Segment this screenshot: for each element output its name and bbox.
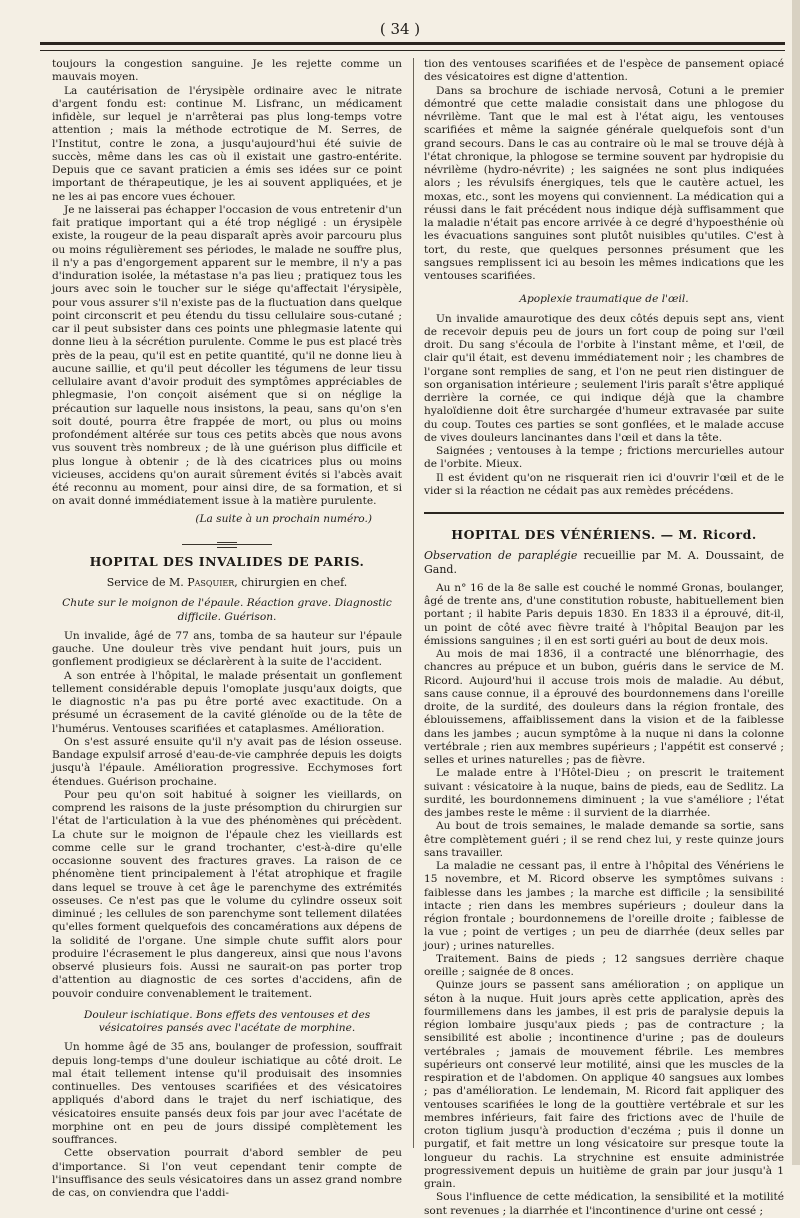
observation-title: Observation de paraplégie [424, 549, 578, 563]
paragraph: Sous l'influence de cette médication, la sensibilité et la motilité sont revenues ; la diarrhée et l'incontinence d'urine ont cessé ; [424, 1191, 784, 1217]
section-rule [424, 512, 784, 514]
paragraph: Dans sa brochure de ischiade nervosâ, Cotuni a le premier démontré que cette maladie consistait dans une phlogose du névrilème. Tant que le mal est à l'état aigu, les ventouses scarifiées et même la saignée générale quelquefois sont d'un grand secours. Dans le cas au contraire où le mal se trouve déjà à l'état chronique, la phlogose se termine souvent par hydropisie du névrilème (hydro-névrite) ; les saignées ne sont plus indiquées alors ; les révulsifs énergiques, tels que le cautère actuel, les moxas, etc., sont les moyens qui conviennent. La médication qui a réussi dans le fait précédent nous indique déjà suffisamment que la maladie n'était pas encore arrivée à ce degré d'hypoesthénie où les évacuations sanguines sont plutôt nuisibles qu'utiles. C'est à tort, du reste, que quelques personnes présument que les sangsues remplissent ici au besoin les mêmes indications que les ventouses scarifiées. [424, 84, 784, 282]
service-suffix: , chirurgien en chef. [234, 576, 348, 589]
left-column [52, 58, 402, 1199]
page-edge [792, 0, 800, 1165]
paragraph: Il est évident qu'on ne risquerait rien ici d'ouvrir l'œil et de le vider si la réaction ne cédait pas aux remèdes précédens. [424, 471, 784, 497]
paragraph: A son entrée à l'hôpital, le malade présentait un gonflement tellement considérable depuis l'omoplate jusqu'aux doigts, que le diagnostic n'a pas pu être porté avec exactitude. On a présumé un écrasement de la cavité glénoïde ou de la tête de l'humérus. Ventouses scarifiées et cataplasmes. Amélioration. [52, 669, 402, 735]
paragraph: Au n° 16 de la 8e salle est couché le nommé Gronas, boulanger, âgé de trente ans, d'une constitution robuste, habituellement bien portant ; il habite Paris depuis 1830. En 1833 il a éprouvé, dit-il, un point de côté avec fièvre traité à l'hôpital Beaujon par les émissions sanguines ; il en est sorti guéri au bout de deux mois. [424, 581, 784, 647]
paragraph: tion des ventouses scarifiées et de l'espèce de pansement opiacé des vésicatoires est digne d'attention. [424, 58, 784, 84]
right-column [424, 58, 784, 1217]
observation-heading [424, 549, 784, 576]
paragraph: Au mois de mai 1836, il a contracté une blénorrhagie, des chancres au prépuce et un bubon, guéris dans le service de M. Ricord. Aujourd'hui il accuse trois mois de maladie. Au début, sans cause connue, il a éprouvé des bourdonnemens dans l'oreille droite, de la surdité, des douleurs dans la région frontale, des éblouissemens, affaiblissement dans la vision et de la faiblesse dans les jambes ; aucun symptôme à la nuque ni dans la colonne vertébrale ; rien aux membres supérieurs ; l'appétit est conservé ; selles et urines naturelles ; pas de fièvre. [424, 648, 784, 766]
paragraph: Le malade entre à l'Hôtel-Dieu ; on prescrit le traitement suivant : vésicatoire à la nuque, bains de pieds, eau de Sedlitz. La surdité, les bourdonnemens diminuent ; la vue s'améliore ; l'état des jambes reste le même : il survient de la diarrhée. [424, 767, 784, 819]
paragraph: Je ne laisserai pas échapper l'occasion de vous entretenir d'un fait pratique important qui a été trop négligé : un érysipèle existe, la rougeur de la peau disparaît après avoir parcouru plus ou moins régulièrement ses périodes, le malade ne souffre plus, il n'y a pas d'engorgement apparent sur le membre, il n'y a pas d'induration isolée, la métastase n'a pas lieu ; pratiquez tous les jours avec soin le toucher sur le siége qu'affectait l'érysipèle, pour vous assurer s'il n'existe pas de la fluctuation dans quelque point circonscrit et peu étendu du tissu cellulaire sous-cutané ; car il peut subsister dans ces points une phlegmasie latente qui donne lieu à la sécrétion purulente. Comme le pus est placé très près de la peau, qu'il est en petite quantité, qu'il ne donne lieu à aucune saillie, et qu'il peut décoller les tégumens de leur tissu cellulaire avant d'avoir produit des symptômes appréciables de phlegmasie, l'on conçoit aisément que si on néglige la précaution sur laquelle nous insistons, la peau, sans qu'on s'en soit douté, pourra être frappée de mort, ou plus ou moins profondément altérée sur tous ces petits abcès que nous avons vus souvent très nombreux ; de là une guérison plus difficile et plus longue à obtenir ; de là des cicatrices plus ou moins vicieuses, accidens qu'on aurait sûrement évités si l'abcès avait été reconnu au moment, pour ainsi dire, de sa formation, et si on avait donné immédiatement issue à la matière purulente. [52, 203, 402, 508]
surgeon-name: Pasquier [187, 576, 235, 589]
paragraph: Un invalide amaurotique des deux côtés depuis sept ans, vient de recevoir depuis peu de jours un fort coup de poing sur l'œil droit. Du sang s'écoula de l'orbite à l'instant même, et l'œil, de clair qu'il était, est devenu immédiatement noir ; les chambres de l'organe sont remplies de sang, et l'on ne peut rien distinguer de son organisation intérieure ; seulement l'iris paraît s'être appliqué derrière la cornée, ce qui indique déjà que la chambre hyaloïdienne doit être surchargée d'humeur extravasée par suite du coup. Toutes ces parties se sont gonflées, et le malade accuse de vives douleurs lancinantes dans l'œil et dans la tête. [424, 312, 784, 444]
paragraph: Saignées ; ventouses à la tempe ; frictions mercurielles autour de l'orbite. Mieux. [424, 445, 784, 471]
paragraph: toujours la congestion sanguine. Je les rejette comme un mauvais moyen. [52, 58, 402, 84]
paragraph: La maladie ne cessant pas, il entre à l'hôpital des Vénériens le 15 novembre, et M. Ricord observe les symptômes suivans : faiblesse dans les jambes ; la marche est difficile ; la sensibilité intacte ; rien dans les membres supérieurs ; douleur dans la région frontale ; bourdonnemens de l'oreille droite ; faiblesse de la vue ; point de vertiges ; un peu de diarrhée (deux selles par jour) ; urines naturelles. [424, 860, 784, 952]
continuation-note: (La suite à un prochain numéro.) [195, 512, 372, 525]
paragraph: Cette observation pourrait d'abord sembler de peu d'importance. Si l'on veut cependant tenir compte de l'insuffisance des seuls vésicatoires dans un assez grand nombre de cas, on conviendra que l'addi- [52, 1147, 402, 1199]
case-caption: Chute sur le moignon de l'épaule. Réaction grave. Diagnostic difficile. Guérison. [62, 597, 392, 623]
column-divider [413, 58, 414, 1148]
paragraph: Un homme âgé de 35 ans, boulanger de profession, souffrait depuis long-temps d'une douleur ischiatique au côté droit. Le mal était tellement intense qu'il produisait des insomnies continuelles. Des ventouses scarifiées et des vésicatoires appliqués d'abord dans le trajet du nerf ischiatique, des vésicatoires ensuite pansés deux fois par jour avec l'acétate de morphine ont en peu de jours dissipé complètement les souffrances. [52, 1041, 402, 1146]
paragraph: La cautérisation de l'érysipèle ordinaire avec le nitrate d'argent fondu est: continue M. Lisfranc, un médicament infidèle, sur lequel je n'arrêterai pas plus long-temps votre attention ; mais la méthode ectrotique de M. Serres, de l'Institut, contre le zona, a jusqu'aujourd'hui été suivie de succès, même dans les cas où il existait une gastro-entérite. Depuis que ce savant praticien a émis ses idées sur ce point important de thérapeutique, je les ai souvent appliquées, et je ne les ai pas encore vues échouer. [52, 84, 402, 203]
section-title: HOPITAL DES INVALIDES DE PARIS. [89, 553, 365, 569]
case-caption: Douleur ischiatique. Bons effets des ventouses et des vésicatoires pansés avec l'acétate de morphine. [83, 1008, 371, 1034]
paragraph: Quinze jours se passent sans amélioration ; on applique un séton à la nuque. Huit jours après cette application, après des fourmillemens dans les jambes, il est pris de paralysie depuis la région lombaire jusqu'aux pieds ; pas de contracture ; la sensibilité est abolie ; incontinence d'urine ; pas de douleurs vertébrales ; jamais de mouvement fébrile. Les membres supérieurs ont conservé leur motilité, ainsi que les muscles de la respiration et de l'abdomen. On applique 40 sangsues aux lombes ; pas d'amélioration. Le lendemain, M. Ricord fait appliquer des ventouses scarifiées le long de la gouttière vertébrale et sur les membres inférieurs, fait faire des frictions avec de l'huile de croton tiglium jusqu'à production d'eczéma ; puis il donne un purgatif, et fait mettre un long vésicatoire sur presque toute la longueur du rachis. La strychnine est ensuite administrée progressivement depuis un huitième de grain par jour jusqu'à 1 grain. [424, 979, 784, 1190]
page-number: ( 34 ) [379, 20, 421, 38]
service-prefix: Service de M. [106, 576, 188, 589]
paragraph: Traitement. Bains de pieds ; 12 sangsues derrière chaque oreille ; saignée de 8 onces. [424, 952, 784, 978]
observation-author: recueillie par M. A. Doussaint, de Gand. [424, 549, 784, 576]
paragraph: Au bout de trois semaines, le malade demande sa sortie, sans être complètement guéri ; il se rend chez lui, y reste quinze jours sans travailler. [424, 820, 784, 859]
paragraph: Un invalide, âgé de 77 ans, tomba de sa hauteur sur l'épaule gauche. Une douleur très vive pendant huit jours, puis un gonflement prodigieux se déclarèrent à la suite de l'accident. [52, 629, 402, 669]
paragraph: Pour peu qu'on soit habitué à soigner les vieillards, on comprend les raisons de la juste présomption du chirurgien sur l'état de l'articulation à la vue des phénomènes qui précèdent. La chute sur le moignon de l'épaule chez les vieillards est comme celle sur le grand trochanter, c'est-à-dire qu'elle occasionne souvent des fractures graves. La raison de ce phénomène tient principalement à l'état atrophique et fragile dans lequel se trouve à cet âge le parenchyme des extrémités osseuses. Ce n'est pas que le volume du cylindre osseux soit diminué ; les cellules de son parenchyme sont tellement dilatées qu'elles forment quelquefois des concamérations aux dépens de la solidité de l'organe. Une simple chute suffit alors pour produire l'écrasement le plus dangereux, ainsi que nous l'avons observé plusieurs fois. Aussi ne saurait-on pas porter trop d'attention au diagnostic de ces sortes d'accidens, afin de pouvoir conduire convenablement le traitement. [52, 788, 402, 1000]
case-caption: Apoplexie traumatique de l'œil. [519, 293, 689, 306]
service-line [52, 576, 402, 589]
paragraph: On s'est assuré ensuite qu'il n'y avait pas de lésion osseuse. Bandage expulsif arrosé d'eau-de-vie camphrée depuis les doigts jusqu'à l'épaule. Amélioration progressive. Ecchymoses fort étendues. Guérison prochaine. [52, 735, 402, 788]
section-title: HOPITAL DES VÉNÉRIENS. — M. Ricord. [451, 527, 757, 542]
header-rule [40, 42, 785, 51]
ornament-divider [182, 544, 272, 545]
